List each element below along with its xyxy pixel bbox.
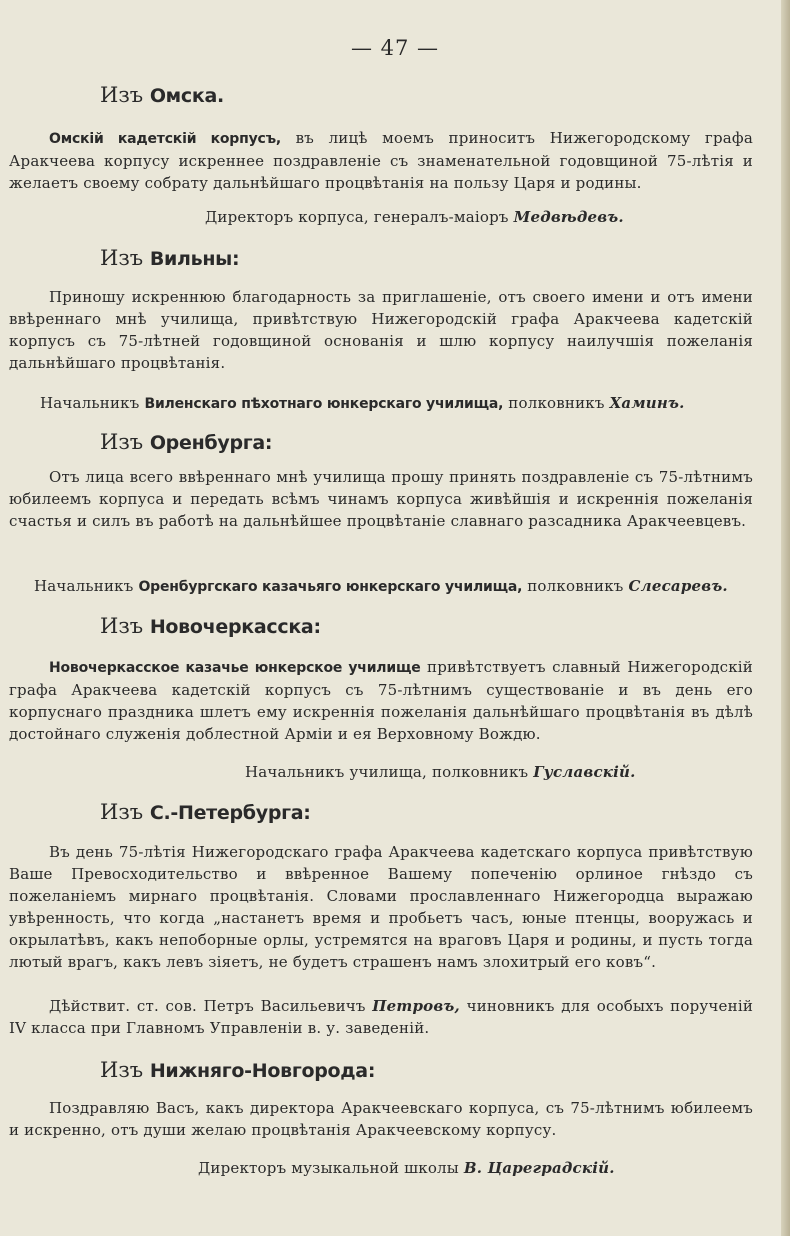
heading-prefix: Изъ (100, 1058, 144, 1082)
telegram-text-orenburg (9, 466, 753, 532)
telegram-text-vilna (9, 286, 753, 374)
heading-city: Новочеркасска: (149, 616, 321, 638)
book-spine-edge (781, 0, 790, 1236)
page-number: — 47 — (350, 36, 440, 60)
signature-name: Медвѣдевъ. (513, 208, 624, 226)
heading-city: Нижняго-Новгорода: (149, 1060, 376, 1082)
signature-name: Слесаревъ. (628, 577, 728, 595)
signature-title: полковникъ (508, 394, 605, 412)
signature-title: Директоръ корпуса, генералъ-маіоръ (205, 208, 509, 226)
signature-name: Гуславскій. (533, 763, 636, 781)
signature-prefix: Дѣйствит. ст. сов. Петръ Васильевичъ (49, 997, 366, 1015)
signature-title: Директоръ музыкальной школы (198, 1159, 459, 1177)
signature-title: Начальникъ училища, полковникъ (245, 763, 529, 781)
signature-novocherkassk (245, 761, 636, 783)
message-body: Отъ лица всего ввѣреннаго мнѣ училища прошу принять поздравленіе съ 75-лѣтнимъ юбилеемъ корпуса и передать всѣмъ чинамъ корпуса живѣйшія и искреннія пожеланія счастья и силъ въ работѣ на дальнѣйшее процвѣтаніе славнаго разсадника Аракчеевцевъ. (9, 468, 753, 530)
signature-name: Хаминъ. (609, 394, 685, 412)
signature-title: полковникъ (527, 577, 624, 595)
section-heading-vilna (100, 246, 239, 270)
heading-prefix: Изъ (100, 83, 144, 107)
heading-city: Омска. (149, 85, 224, 107)
message-body: привѣтствуетъ славный Нижегородскій графа Аракчеева кадетскій корпусъ съ 75-лѣтнимъ существованіе и въ день его корпуснаго праздника шлетъ ему искреннія пожеланія дальнѣйшаго процвѣтанія въ дѣлѣ достойнаго служенія доблестной Арміи и ея Верховному Вождю. (9, 658, 753, 743)
telegram-text-nizhny (9, 1097, 753, 1141)
sender-name: Новочеркасское казачье юнкерское училище (49, 660, 421, 676)
section-heading-omsk (100, 83, 224, 107)
message-body: въ лицѣ моемъ приноситъ Нижегородскому графа Аракчеева корпусу искреннее поздравленіе съ знаменательной годовщиной 75-лѣтія и желаетъ своему собрату дальнѣйшаго процвѣтанія на пользу Царя и родины. (9, 129, 754, 192)
section-heading-petersburg (100, 800, 311, 824)
signature-school: Оренбургскаго казачьяго юнкерскаго училища, (138, 579, 523, 595)
signature-omsk (205, 206, 624, 228)
signature-vilna (40, 392, 685, 415)
section-heading-nizhny (100, 1058, 375, 1082)
sender-name: Омскій кадетскій корпусъ, (49, 131, 282, 147)
section-heading-novocherkassk (100, 614, 321, 638)
telegram-text-omsk (9, 127, 753, 194)
signature-name: Петровъ, (372, 997, 460, 1015)
message-body: Приношу искреннюю благодарность за приглашеніе, отъ своего имени и отъ имени ввѣреннаго мнѣ училища, привѣтствую Нижегородскій графа Аракчеева кадетскій корпусъ съ 75-лѣтней годовщиной основанія и шлю корпусу наилучшія пожеланія дальнѣйшаго процвѣтанія. (9, 288, 753, 372)
message-body: Въ день 75-лѣтія Нижегородскаго графа Аракчеева кадетскаго корпуса привѣтствую Ваше Превосходительство и ввѣренное Вашему попеченію орлиное гнѣздо съ пожеланіемъ мирнаго процвѣтанія. Словами прославленнаго Нижегородца выражаю увѣренность, что когда „настанетъ время и пробьетъ часъ, юные птенцы, вооружась и окрылатѣвъ, какъ непоборные орлы, устремятся на враговъ Царя и родины, и пусть тогда лютый врагъ, какъ левъ зіяетъ, не будетъ страшенъ намъ злохитрый его ковъ“. (9, 843, 753, 971)
signature-name: В. Цареградскій. (463, 1159, 615, 1177)
signature-nizhny (198, 1157, 615, 1179)
heading-city: Вильны: (149, 248, 240, 270)
telegram-text-novocherkassk (9, 656, 753, 745)
heading-prefix: Изъ (100, 800, 144, 824)
heading-prefix: Изъ (100, 430, 144, 454)
message-body: Поздравляю Васъ, какъ директора Аракчеевскаго корпуса, съ 75-лѣтнимъ юбилеемъ и искренно, отъ души желаю процвѣтанія Аракчеевскому корпусу. (9, 1099, 753, 1139)
signature-prefix: Начальникъ (34, 577, 134, 595)
signature-school: Виленскаго пѣхотнаго юнкерскаго училища, (144, 396, 504, 412)
heading-prefix: Изъ (100, 614, 144, 638)
telegram-text-petersburg (9, 841, 753, 973)
signature-position: чиновникъ для особыхъ порученій IV класса при Главномъ Управленіи в. у. заведеній. (9, 997, 754, 1037)
heading-city: С.-Петербурга: (149, 802, 311, 824)
signature-orenburg (34, 575, 728, 598)
signature-prefix: Начальникъ (40, 394, 140, 412)
section-heading-orenburg (100, 430, 272, 454)
signature-petersburg (9, 995, 753, 1039)
heading-city: Оренбурга: (149, 432, 273, 454)
heading-prefix: Изъ (100, 246, 144, 270)
